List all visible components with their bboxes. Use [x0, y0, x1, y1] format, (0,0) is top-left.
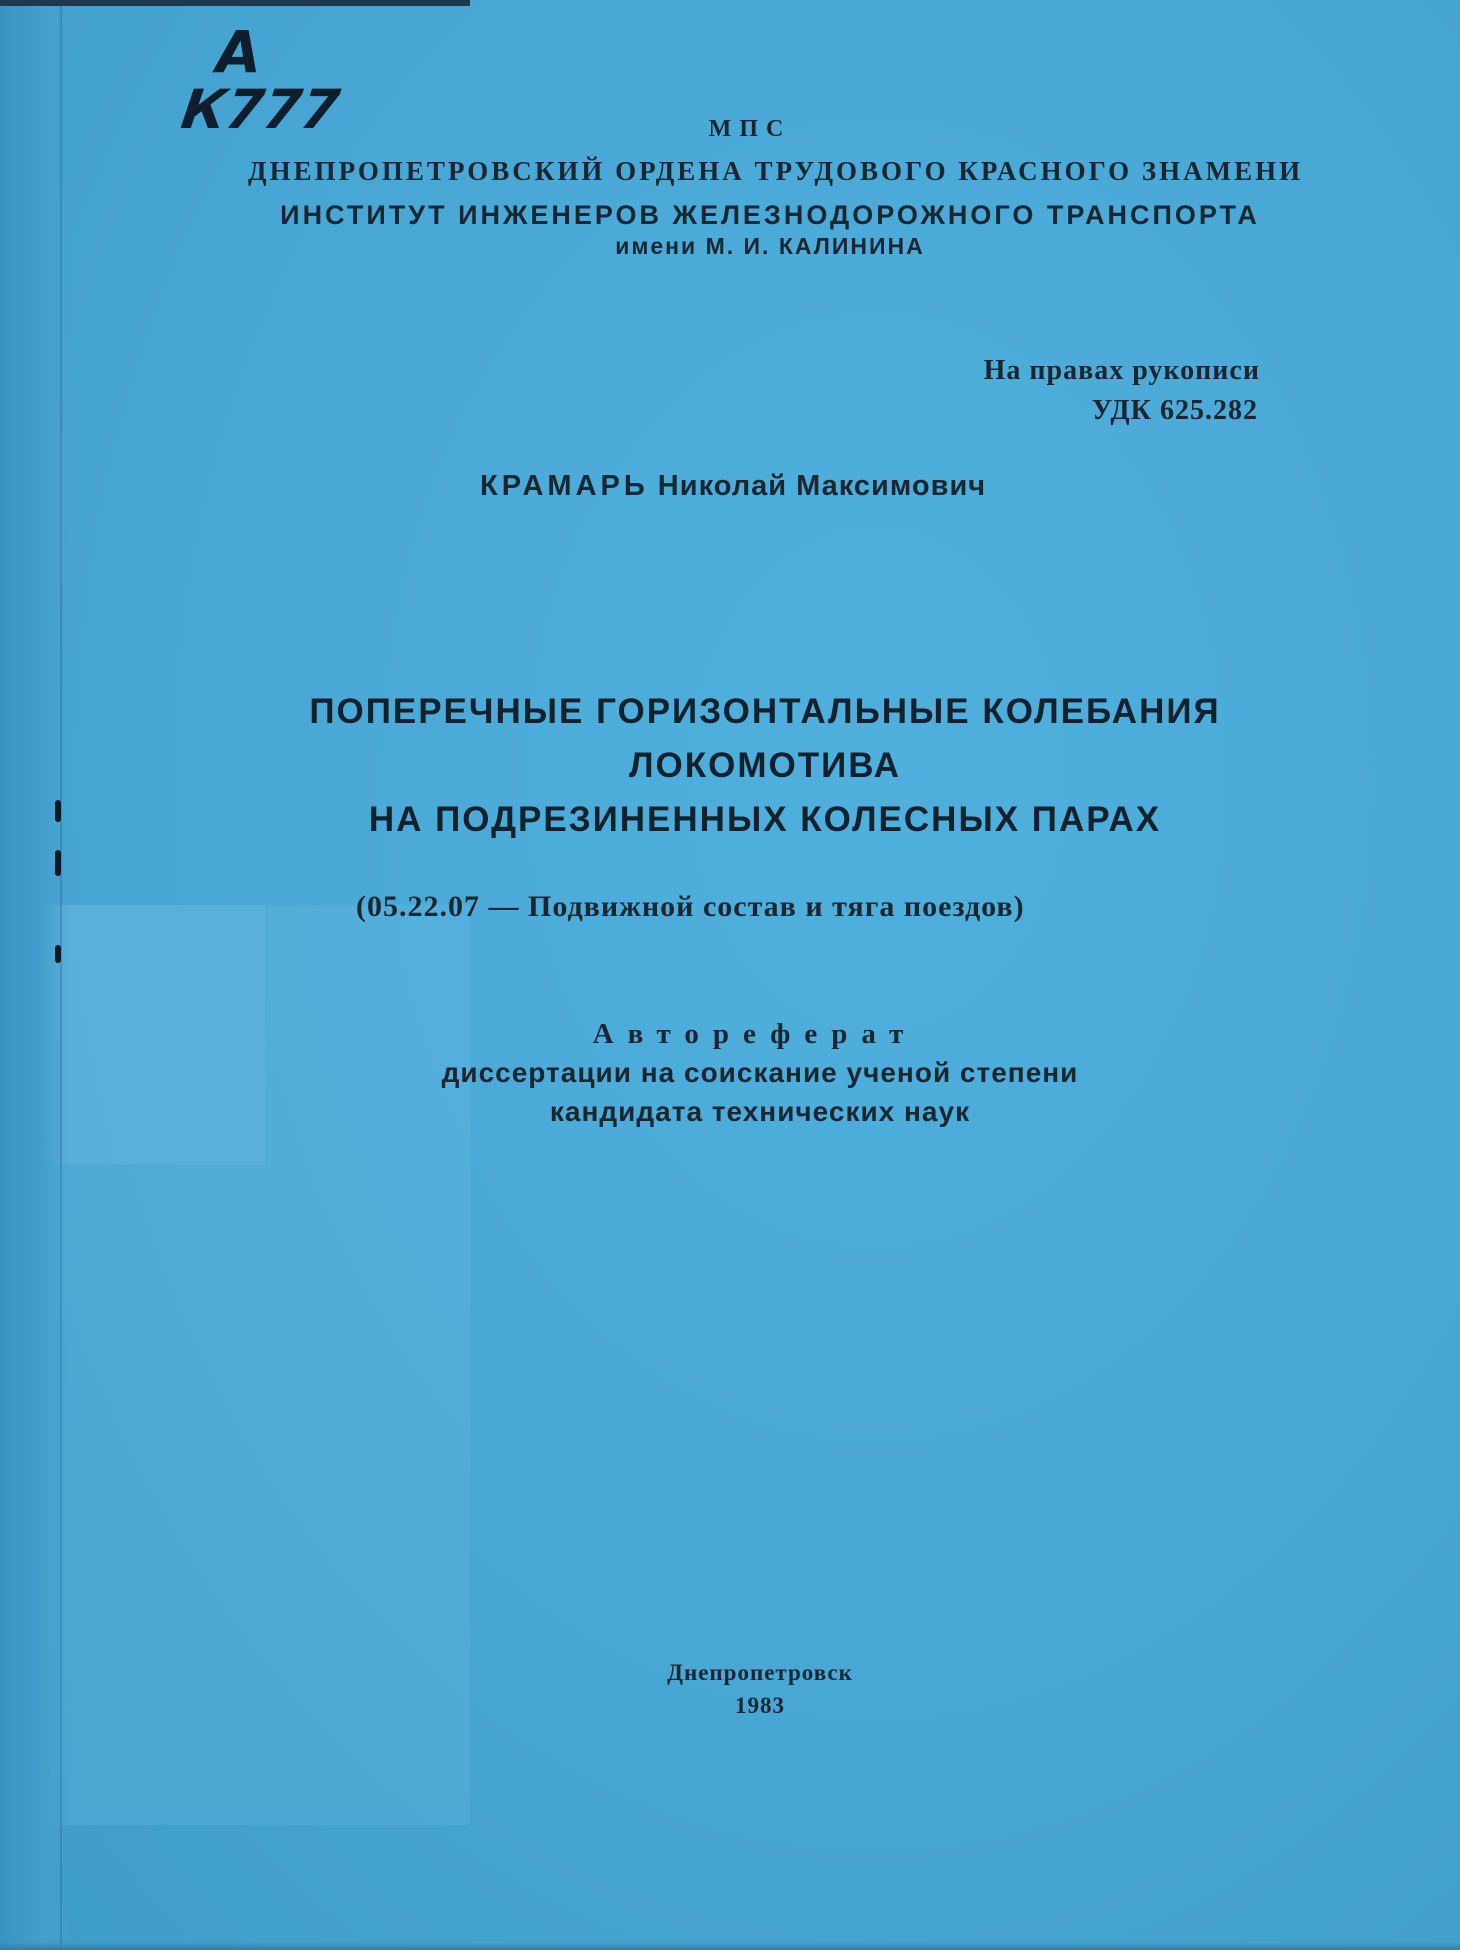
- title-line-3: НА ПОДРЕЗИНЕННЫХ КОЛЕСНЫХ ПАРАХ: [368, 800, 1162, 839]
- binding-hole: [55, 945, 61, 963]
- document-title: [200, 685, 1330, 847]
- publication-city: Днепропетровск: [667, 1660, 853, 1685]
- stamp-letter: А: [216, 18, 261, 86]
- binding-hole: [55, 800, 61, 822]
- author-name: [480, 470, 986, 503]
- author-given-names: Николай Максимович: [657, 470, 987, 502]
- title-line-2: ЛОКОМОТИВА: [628, 746, 902, 785]
- author-surname: КРАМАРЬ: [480, 470, 649, 502]
- manuscript-rights: На правах рукописи: [983, 355, 1260, 386]
- abstract-label: Автореферат: [592, 1018, 918, 1050]
- title-line-1: ПОПЕРЕЧНЫЕ ГОРИЗОНТАЛЬНЫЕ КОЛЕБАНИЯ: [309, 692, 1221, 731]
- institute-line-2: ИНСТИТУТ ИНЖЕНЕРОВ ЖЕЛЕЗНОДОРОЖНОГО ТРАНСПОРТА: [280, 200, 1260, 230]
- publication-year: 1983: [735, 1693, 785, 1718]
- spine-fold: [60, 0, 62, 1950]
- stamp-code: К777: [177, 78, 344, 141]
- specialty-code: (05.22.07 — Подвижной состав и тяга поездов): [356, 890, 1025, 923]
- dissertation-line: диссертации на соискание ученой степени: [441, 1057, 1079, 1088]
- institute-line-3: имени М. И. КАЛИНИНА: [615, 233, 925, 259]
- ministry-label: МПС: [708, 116, 792, 142]
- udk-code: УДК 625.282: [1091, 395, 1258, 426]
- library-stamp: [172, 18, 344, 142]
- binding-hole: [55, 850, 61, 876]
- bottom-edge: [0, 1942, 1460, 1950]
- institute-line-1: ДНЕПРОПЕТРОВСКИЙ ОРДЕНА ТРУДОВОГО КРАСНОГО ЗНАМЕНИ: [248, 156, 1304, 186]
- top-edge: [0, 0, 470, 6]
- degree-line: кандидата технических наук: [549, 1096, 971, 1127]
